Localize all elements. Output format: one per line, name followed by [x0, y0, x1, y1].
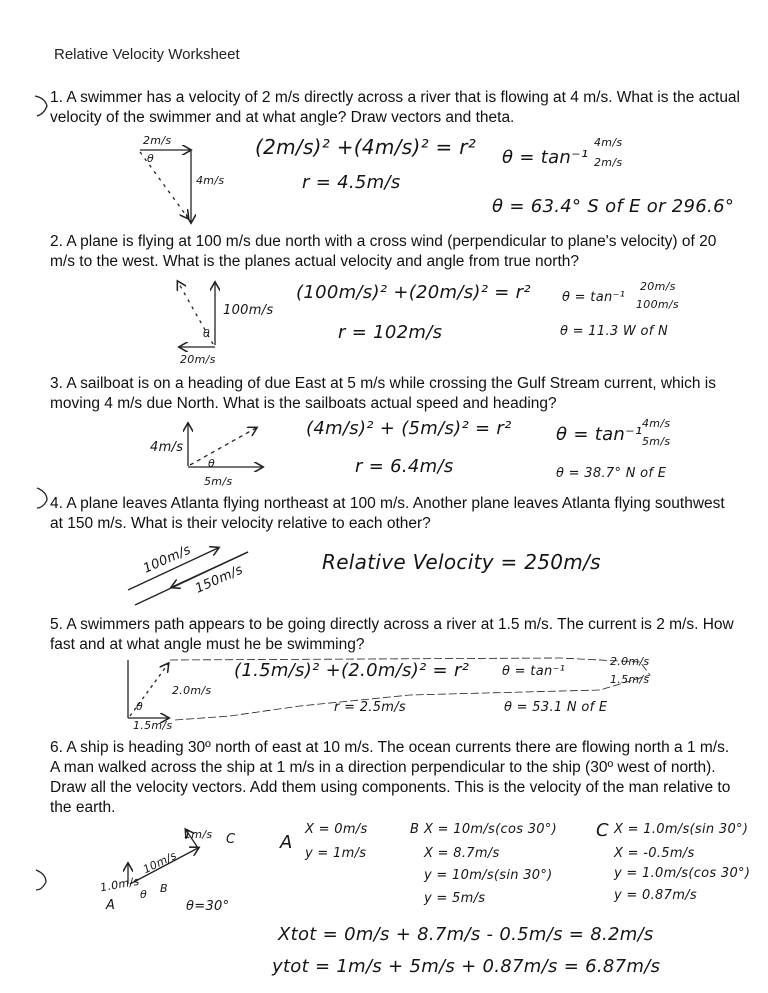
q3-label-4: 4m/s — [150, 440, 184, 455]
q3-theta-value: θ = 38.7° N of E — [556, 466, 667, 481]
q5-theta-eq: θ = tan⁻¹ — [502, 664, 566, 679]
q1-frac-num: 4m/s — [594, 136, 623, 149]
q3-theta-eq: θ = tan⁻¹ — [556, 424, 643, 445]
q6-label-1ms: 1m/s — [184, 828, 213, 841]
q5-frac-num: 2.0m/s — [610, 655, 650, 668]
q4-relative-velocity: Relative Velocity = 250m/s — [322, 550, 601, 574]
question-6: 6. A ship is heading 30º north of east at 10 m/s. The ocean currents there are flowing north a 1 m/s. A man walked across the ship at 1 m/s in a direction perpendicular to the ship (30º west of north). Draw all the velocity vectors. Add them using components. This is the velocity of the man relative to the earth. — [50, 739, 731, 816]
q2-theta: θ — [203, 327, 211, 340]
q1-r: r = 4.5m/s — [302, 172, 401, 193]
question-4: 4. A plane leaves Atlanta flying northeast at 100 m/s. Another plane leaves Atlanta flying southwest at 150 m/s. What is their velocity relative to each other? — [50, 495, 725, 532]
q3-frac-num: 4m/s — [642, 417, 671, 430]
q5-equation: (1.5m/s)² +(2.0m/s)² = r² — [234, 660, 470, 681]
q6-A-y: y = 1m/s — [305, 846, 367, 861]
q6-C-x2: X = -0.5m/s — [614, 846, 695, 861]
q6-x-total: Xtot = 0m/s + 8.7m/s - 0.5m/s = 8.2m/s — [278, 924, 654, 945]
q5-r: r = 2.5m/s — [334, 700, 406, 715]
q6-B-x2: X = 8.7m/s — [424, 846, 500, 861]
q3-theta: θ — [208, 457, 216, 470]
q1-theta: θ — [147, 152, 155, 165]
q6-label-C: C — [226, 832, 236, 847]
q6-A-x: X = 0m/s — [305, 822, 368, 837]
q2-label-20: 20m/s — [180, 353, 216, 366]
q2-frac-num: 20m/s — [640, 280, 676, 293]
q5-frac-den: 1.5m/s — [610, 673, 650, 686]
q6-B-heading: B — [410, 822, 420, 837]
q1-theta-eq: θ = tan⁻¹ — [502, 147, 589, 168]
q6-B-x1: X = 10m/s(cos 30°) — [424, 822, 558, 837]
q6-label-10ms: 10m/s — [140, 848, 179, 877]
question-1: 1. A swimmer has a velocity of 2 m/s directly across a river that is flowing at 4 m/s. What is the actual velocity of the swimmer and at what angle? Draw vectors and theta. — [50, 89, 740, 126]
q6-C-y1: y = 1.0m/s(cos 30°) — [614, 866, 751, 881]
q1-label-4ms: 4m/s — [196, 174, 225, 187]
q6-theta-30: θ=30° — [186, 899, 230, 914]
q6-C-heading: C — [596, 820, 609, 841]
q3-label-5: 5m/s — [204, 475, 233, 488]
q2-r: r = 102m/s — [338, 322, 443, 343]
q5-theta: θ — [136, 700, 144, 713]
q6-theta: θ — [140, 888, 148, 901]
q1-theta-value: θ = 63.4° S of E or 296.6° — [492, 196, 735, 217]
q6-y-total: ytot = 1m/s + 5m/s + 0.87m/s = 6.87m/s — [272, 956, 661, 977]
question-3: 3. A sailboat is on a heading of due East at 5 m/s while crossing the Gulf Stream current, which is moving 4 m/s due North. What is the sailboats actual speed and heading? — [50, 375, 716, 412]
q6-C-y2: y = 0.87m/s — [614, 888, 697, 903]
q4-label-150: 150m/s — [193, 562, 246, 597]
q5-theta-value: θ = 53.1 N of E — [504, 700, 608, 715]
q2-label-100: 100m/s — [223, 303, 274, 318]
q1-equation: (2m/s)² +(4m/s)² = r² — [255, 135, 477, 159]
q3-frac-den: 5m/s — [642, 435, 671, 448]
q6-label-1-0ms: 1.0m/s — [99, 874, 141, 895]
q4-label-100: 100m/s — [141, 542, 194, 577]
q1-frac-den: 2m/s — [594, 156, 623, 169]
q2-frac-den: 100m/s — [636, 298, 679, 311]
q6-C-x1: X = 1.0m/s(sin 30°) — [614, 822, 749, 837]
q5-label-15: 1.5m/s — [133, 719, 173, 732]
question-5: 5. A swimmers path appears to be going directly across a river at 1.5 m/s. The current is 2 m/s. How fast and at what angle must he be swimming? — [50, 616, 734, 653]
q3-equation: (4m/s)² + (5m/s)² = r² — [306, 418, 512, 439]
q6-label-B: B — [160, 882, 168, 895]
worksheet-title: Relative Velocity Worksheet — [54, 46, 240, 63]
q5-label-20: 2.0m/s — [172, 684, 212, 697]
q6-A-heading: A — [280, 832, 293, 853]
q2-theta-eq: θ = tan⁻¹ — [562, 290, 626, 305]
q2-equation: (100m/s)² +(20m/s)² = r² — [296, 282, 531, 303]
q1-label-2ms: 2m/s — [143, 134, 172, 147]
q3-r: r = 6.4m/s — [355, 456, 454, 477]
q6-B-y1: y = 10m/s(sin 30°) — [424, 868, 553, 883]
q2-theta-value: θ = 11.3 W of N — [560, 324, 669, 339]
q6-B-y2: y = 5m/s — [424, 891, 486, 906]
q6-label-A: A — [106, 898, 116, 913]
question-2: 2. A plane is flying at 100 m/s due north with a cross wind (perpendicular to plane's velocity) of 20 m/s to the west. What is the planes actual velocity and angle from true north? — [50, 233, 717, 270]
